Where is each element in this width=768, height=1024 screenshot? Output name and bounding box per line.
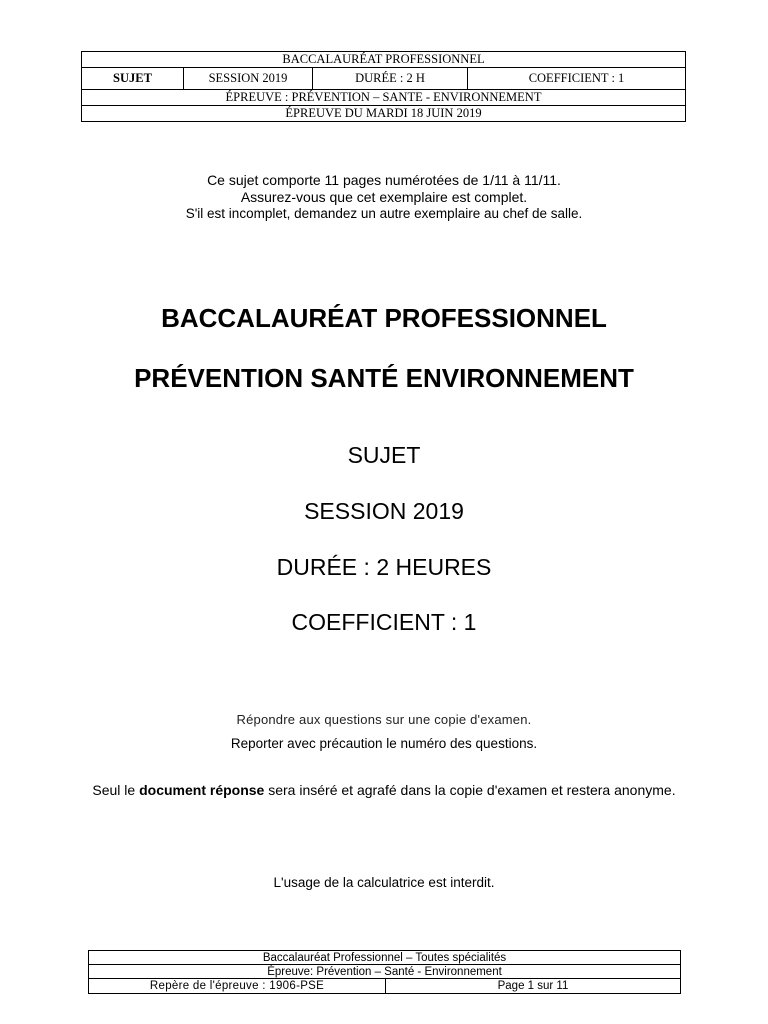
notice-pages: Ce sujet comporte 11 pages numérotées de 1/11 à 11/11. (207, 172, 561, 188)
main-title: BACCALAURÉAT PROFESSIONNEL (161, 303, 607, 333)
instruction-numbers: Reporter avec précaution le numéro des questions. (230, 736, 538, 751)
main-coefficient: COEFFICIENT : 1 (291, 609, 477, 635)
footer-repere: Repère de l'épreuve : 1906-PSE (89, 979, 386, 993)
header-info-row (82, 68, 685, 90)
instruction-document (0, 782, 768, 798)
header-sujet: SUJET (82, 68, 184, 89)
main-subtitle: PRÉVENTION SANTÉ ENVIRONNEMENT (134, 363, 634, 393)
header-title-row (82, 52, 685, 68)
header-session: SESSION 2019 (184, 68, 313, 89)
header-title: BACCALAURÉAT PROFESSIONNEL (282, 52, 485, 66)
main-duree: DURÉE : 2 HEURES (276, 554, 492, 580)
instruction-calculator: L'usage de la calculatrice est interdit. (273, 875, 495, 890)
header-epreuve: ÉPREUVE : PRÉVENTION – SANTE - ENVIRONNEMENT (225, 90, 542, 104)
header-coefficient: COEFFICIENT : 1 (528, 71, 625, 85)
footer-epreuve: Épreuve: Prévention – Santé - Environnement (267, 966, 502, 978)
footer-page-number: Page 1 sur 11 (497, 980, 569, 992)
main-sujet: SUJET (347, 442, 421, 468)
footer-table (88, 950, 681, 994)
notice-check: Assurez-vous que cet exemplaire est complet. (240, 189, 528, 205)
footer-row-3 (89, 979, 680, 993)
footer-row-1 (89, 951, 680, 965)
header-epreuve-row (82, 90, 685, 106)
instruction-document-pre: Seul le (92, 782, 140, 798)
instruction-document-post: sera inséré et agrafé dans la copie d'examen et restera anonyme. (264, 782, 676, 798)
notice-incomplete: S'il est incomplet, demandez un autre exemplaire au chef de salle. (185, 206, 583, 221)
instruction-document-bold: document réponse (139, 782, 265, 798)
header-date: ÉPREUVE DU MARDI 18 JUIN 2019 (285, 106, 482, 120)
header-table (81, 51, 686, 122)
instruction-answer: Répondre aux questions sur une copie d'examen. (236, 712, 532, 727)
footer-specialites: Baccalauréat Professionnel – Toutes spécialités (262, 952, 507, 964)
footer-row-2 (89, 965, 680, 979)
main-session: SESSION 2019 (304, 498, 464, 524)
header-duree: DURÉE : 2 H (313, 68, 468, 89)
header-date-row (82, 106, 685, 121)
